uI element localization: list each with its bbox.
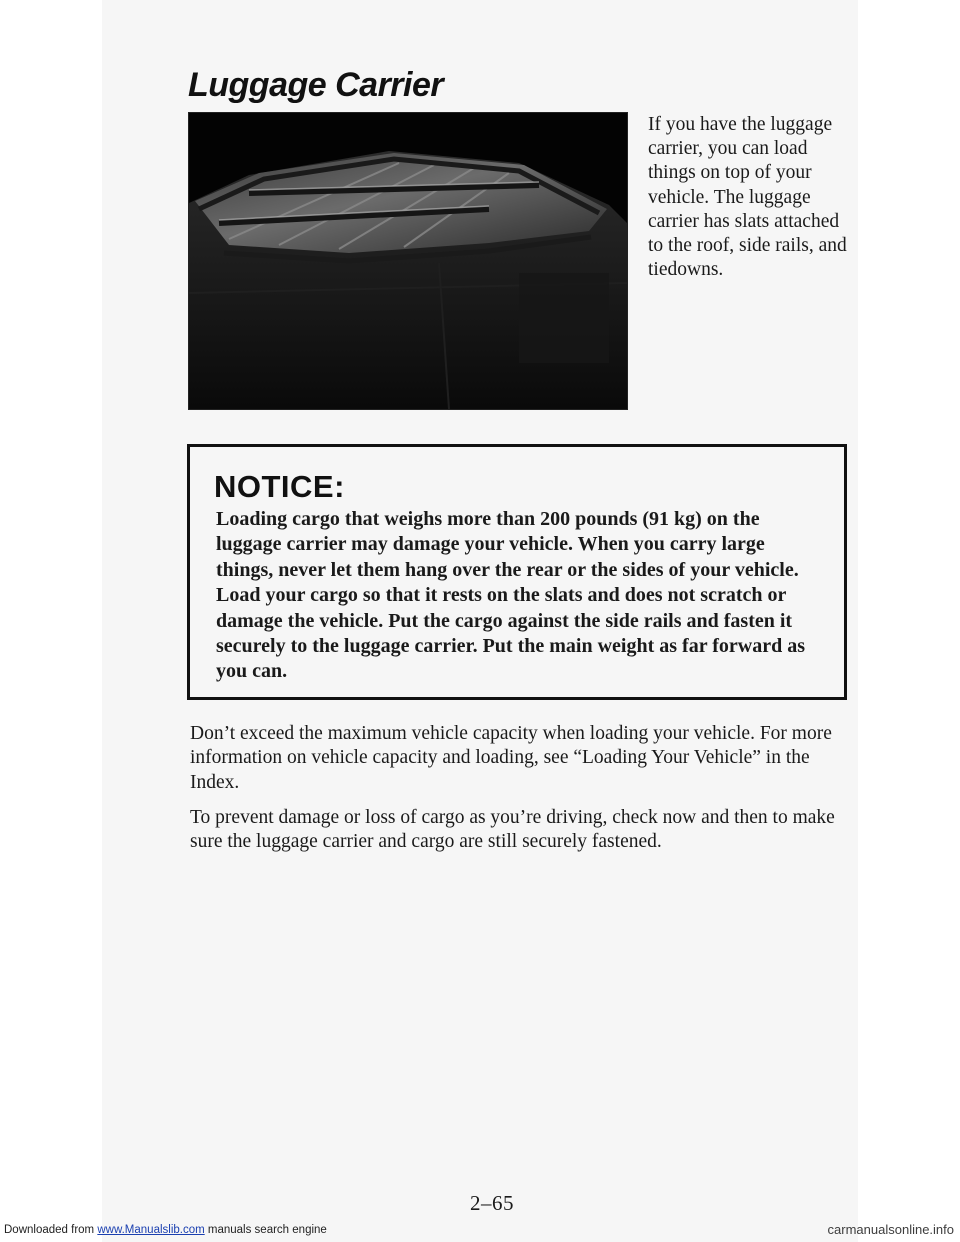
luggage-carrier-photo — [188, 112, 628, 410]
notice-text: Loading cargo that weighs more than 200 pounds (91 kg) on the luggage carrier may damage your vehicle. When you carry large things, never let them hang over the rear or the sides of your vehicle. Load your cargo so that it rests on the slats and does not scratch or damage the vehicle. Put the cargo against the side rails and fasten it securely to the luggage carrier. Put the main weight as far forward as you can. — [216, 508, 805, 683]
notice-heading: NOTICE: — [214, 469, 345, 504]
fastening-paragraph: To prevent damage or loss of cargo as you’re driving, check now and then to make sure the luggage carrier and cargo are still securely fastened. — [190, 807, 835, 853]
download-footer-suffix: manuals search engine — [204, 1224, 327, 1236]
page-title: Luggage Carrier — [188, 66, 444, 104]
download-footer-prefix: Downloaded from — [4, 1224, 98, 1236]
notice-box — [187, 444, 847, 700]
page-number: 2–65 — [470, 1191, 514, 1215]
download-footer — [4, 1224, 327, 1236]
watermark: carmanualsonline.info — [827, 1222, 954, 1237]
capacity-paragraph: Don’t exceed the maximum vehicle capacity when loading your vehicle. For more information on vehicle capacity and loading, see “Loading Your Vehicle” in the Index. — [190, 723, 832, 793]
intro-text: If you have the luggage carrier, you can load things on top of your vehicle. The luggage carrier has slats attached to the roof, side rails, and tiedowns. — [648, 114, 847, 281]
manualslib-link[interactable]: www.Manualslib.com — [97, 1224, 205, 1236]
